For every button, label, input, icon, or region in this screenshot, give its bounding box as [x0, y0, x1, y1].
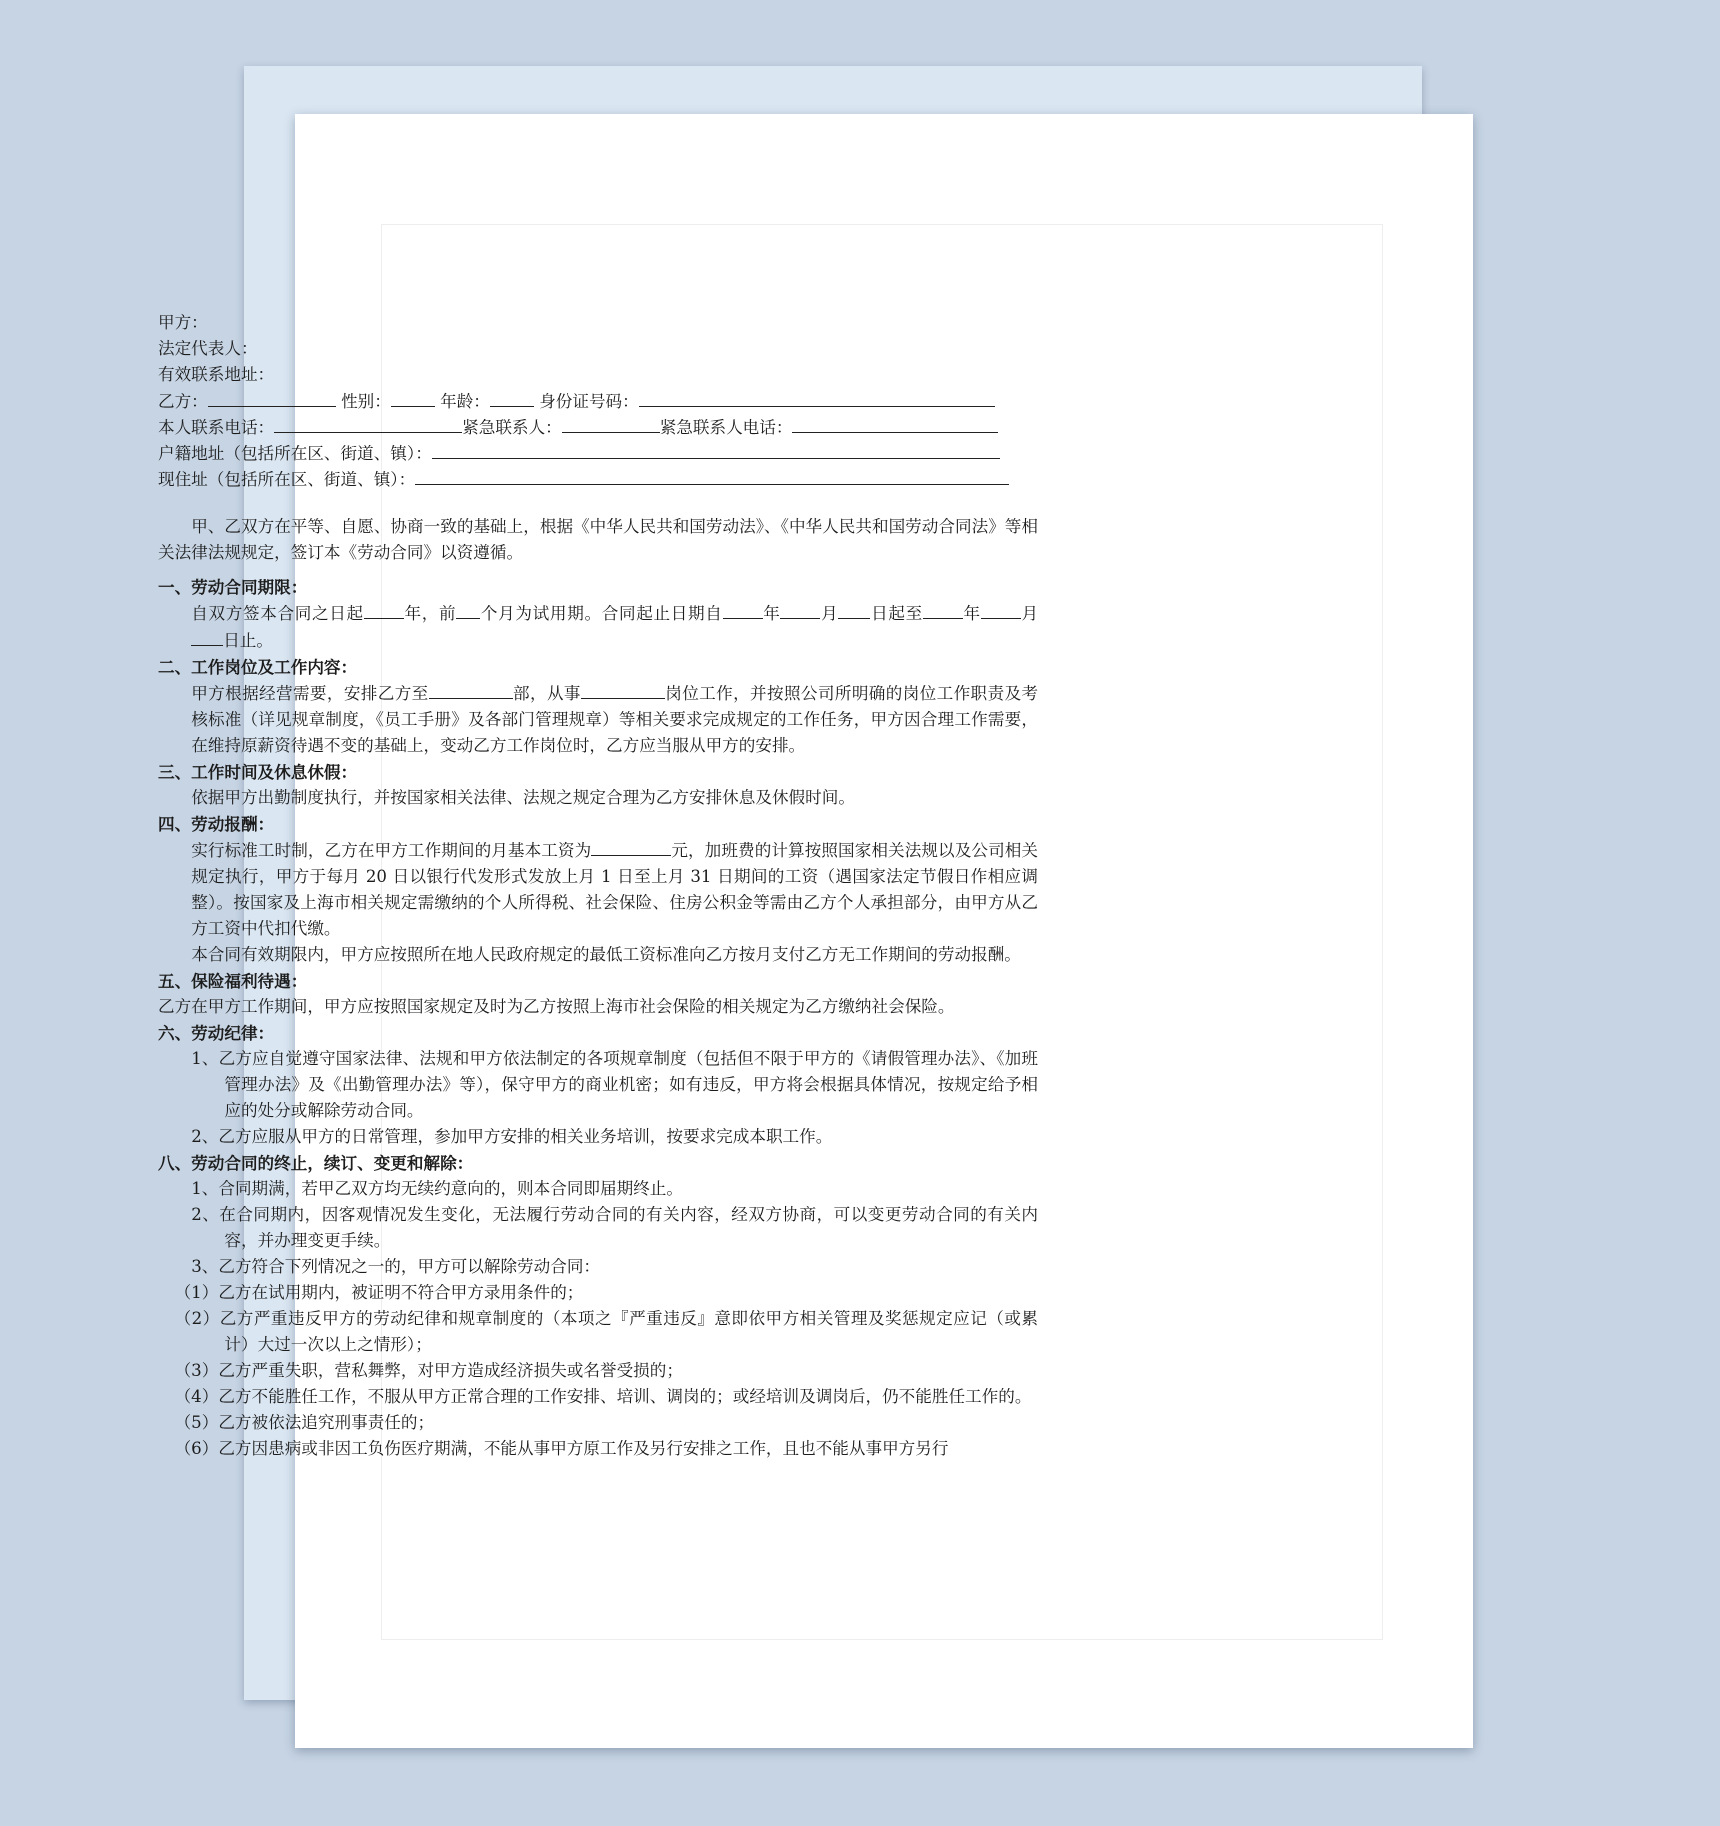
age-label: 年龄：: [440, 392, 490, 411]
current-address-line: [158, 466, 1038, 492]
s1-text-5: 月: [820, 604, 839, 623]
section-6-title: 六、劳动纪律：: [158, 1023, 275, 1043]
party-b-label: 乙方：: [158, 392, 208, 411]
emergency-phone-blank[interactable]: [792, 414, 998, 433]
section-3-title: 三、工作时间及休息休假：: [158, 762, 358, 782]
household-address-blank[interactable]: [432, 440, 1000, 459]
address-line: [158, 362, 1038, 388]
section-1-body: [158, 600, 1038, 654]
emergency-contact-blank[interactable]: [562, 414, 660, 433]
s2-text-1: 甲方根据经营需要，安排乙方至: [191, 684, 429, 703]
section-8-subitem-6: （6）乙方因患病或非因工负伤医疗期满，不能从事甲方原工作及另行安排之工作，且也不能从事甲方另行: [174, 1439, 949, 1458]
salary-blank[interactable]: [591, 837, 671, 856]
phone-line: [158, 414, 1038, 440]
section-8-subitem-5: （5）乙方被依法追究刑事责任的；: [174, 1413, 435, 1432]
start-month-blank[interactable]: [780, 600, 820, 619]
current-address-blank[interactable]: [415, 466, 1009, 485]
household-address-label: 户籍地址（包括所在区、街道、镇）：: [158, 444, 432, 463]
section-6-item-2: 2、乙方应服从甲方的日常管理，参加甲方安排的相关业务培训，按要求完成本职工作。: [191, 1127, 833, 1146]
contract-years-blank[interactable]: [364, 600, 404, 619]
s1-text-3: 个月为试用期。合同起止日期自: [480, 604, 723, 623]
probation-months-blank[interactable]: [456, 600, 480, 619]
s2-text-2: 部，从事: [512, 684, 581, 703]
section-8-subitem-1: （1）乙方在试用期内，被证明不符合甲方录用条件的；: [174, 1283, 584, 1302]
legal-rep-line: [158, 336, 1038, 362]
address-label: 有效联系地址：: [158, 365, 275, 384]
emergency-contact-label: 紧急联系人：: [462, 418, 562, 437]
section-2-title: 二、工作岗位及工作内容：: [158, 657, 358, 677]
end-year-blank[interactable]: [923, 600, 963, 619]
section-4-paragraph-2: 本合同有效期限内，甲方应按照所在地人民政府规定的最低工资标准向乙方按月支付乙方无工作期间的劳动报酬。: [191, 945, 1021, 964]
section-8-subitem-4: （4）乙方不能胜任工作，不服从甲方正常合理的工作安排、培训、调岗的；或经培训及调岗后，仍不能胜任工作的。: [174, 1387, 1032, 1406]
s1-text-6: 日起至: [870, 604, 923, 623]
contract-content: [158, 310, 1038, 1462]
section-8-subitem-2: （2）乙方严重违反甲方的劳动纪律和规章制度的（本项之『严重违反』意即依甲方相关管理及奖惩规定应记（或累计）大过一次以上之情形）；: [174, 1309, 1038, 1354]
s1-text-9: 日止。: [223, 631, 273, 650]
section-2-body: [158, 680, 1038, 759]
id-number-blank[interactable]: [639, 388, 995, 407]
section-5-title: 五、保险福利待遇：: [158, 971, 308, 991]
party-b-blank[interactable]: [208, 388, 336, 407]
s2-text-3: 岗位工作，并按照公司所明确的岗位工作职责及考核标准（详见规章制度，《员工手册》及各部门管理规章）等相关要求完成规定的工作任务，甲方因合理工作需要，在维持原薪资待遇不变的基础上，变动乙方工作岗位时，乙方应当服从甲方的安排。: [191, 684, 1039, 755]
start-day-blank[interactable]: [838, 600, 870, 619]
party-a-line: [158, 310, 1038, 336]
intro-paragraph: 甲、乙双方在平等、自愿、协商一致的基础上，根据《中华人民共和国劳动法》、《中华人民共和国劳动合同法》等相关法律法规规定，签订本《劳动合同》以资遵循。: [158, 517, 1038, 562]
party-a-label: 甲方：: [158, 313, 208, 332]
emergency-phone-label: 紧急联系人电话：: [659, 418, 793, 437]
start-year-blank[interactable]: [723, 600, 763, 619]
section-1-title: 一、劳动合同期限：: [158, 577, 308, 597]
position-blank[interactable]: [581, 680, 665, 699]
section-3-body: 依据甲方出勤制度执行，并按国家相关法律、法规之规定合理为乙方安排休息及休假时间。: [191, 788, 855, 807]
section-8-item-2: 2、在合同期内，因客观情况发生变化，无法履行劳动合同的有关内容，经双方协商，可以变更劳动合同的有关内容，并办理变更手续。: [191, 1205, 1038, 1250]
age-blank[interactable]: [490, 388, 534, 407]
s4-text-1: 实行标准工时制，乙方在甲方工作期间的月基本工资为: [191, 841, 592, 860]
s4-text-2: 元，加班费的计算按照国家相关法规以及公司相关规定执行，甲方于每月 20 日以银行代发形式发放上月 1 日至上月 31 日期间的工资（遇国家法定节假日作相应调整）。按国家及上海市相关规定需缴纳的个人所得税、社会保险、住房公积金等需由乙方个人承担部分，由甲方从乙方工资中代扣代缴。: [191, 841, 1039, 938]
s1-text-1: 自双方签本合同之日起: [191, 604, 364, 623]
section-4-body: [158, 837, 1038, 942]
section-5-body: 乙方在甲方工作期间，甲方应按照国家规定及时为乙方按照上海市社会保险的相关规定为乙方缴纳社会保险。: [158, 997, 955, 1016]
section-8-item-3: 3、乙方符合下列情况之一的，甲方可以解除劳动合同：: [191, 1257, 601, 1276]
id-number-label: 身份证号码：: [539, 392, 639, 411]
end-day-blank[interactable]: [191, 627, 223, 646]
end-month-blank[interactable]: [981, 600, 1021, 619]
s1-text-2: 年，前: [403, 604, 457, 623]
gender-label: 性别：: [341, 392, 391, 411]
s1-text-4: 年: [762, 604, 781, 623]
current-address-label: 现住址（包括所在区、街道、镇）：: [158, 470, 416, 489]
section-8-subitem-3: （3）乙方严重失职，营私舞弊，对甲方造成经济损失或名誉受损的；: [174, 1361, 683, 1380]
department-blank[interactable]: [429, 680, 513, 699]
section-8-item-1: 1、合同期满，若甲乙双方均无续约意向的，则本合同即届期终止。: [191, 1179, 683, 1198]
household-address-line: [158, 440, 1038, 466]
legal-rep-label: 法定代表人：: [158, 339, 258, 358]
phone-blank[interactable]: [274, 414, 462, 433]
section-4-title: 四、劳动报酬：: [158, 814, 275, 834]
s1-text-8: 月: [1020, 604, 1039, 623]
section-6-item-1: 1、乙方应自觉遵守国家法律、法规和甲方依法制定的各项规章制度（包括但不限于甲方的《请假管理办法》、《加班管理办法》及《出勤管理办法》等），保守甲方的商业机密；如有违反，甲方将会根据具体情况，按规定给予相应的处分或解除劳动合同。: [191, 1049, 1038, 1120]
s1-text-7: 年: [962, 604, 981, 623]
gender-blank[interactable]: [391, 388, 435, 407]
phone-label: 本人联系电话：: [158, 418, 275, 437]
party-b-line: [158, 388, 1038, 414]
section-8-title: 八、劳动合同的终止，续订、变更和解除：: [158, 1153, 474, 1173]
